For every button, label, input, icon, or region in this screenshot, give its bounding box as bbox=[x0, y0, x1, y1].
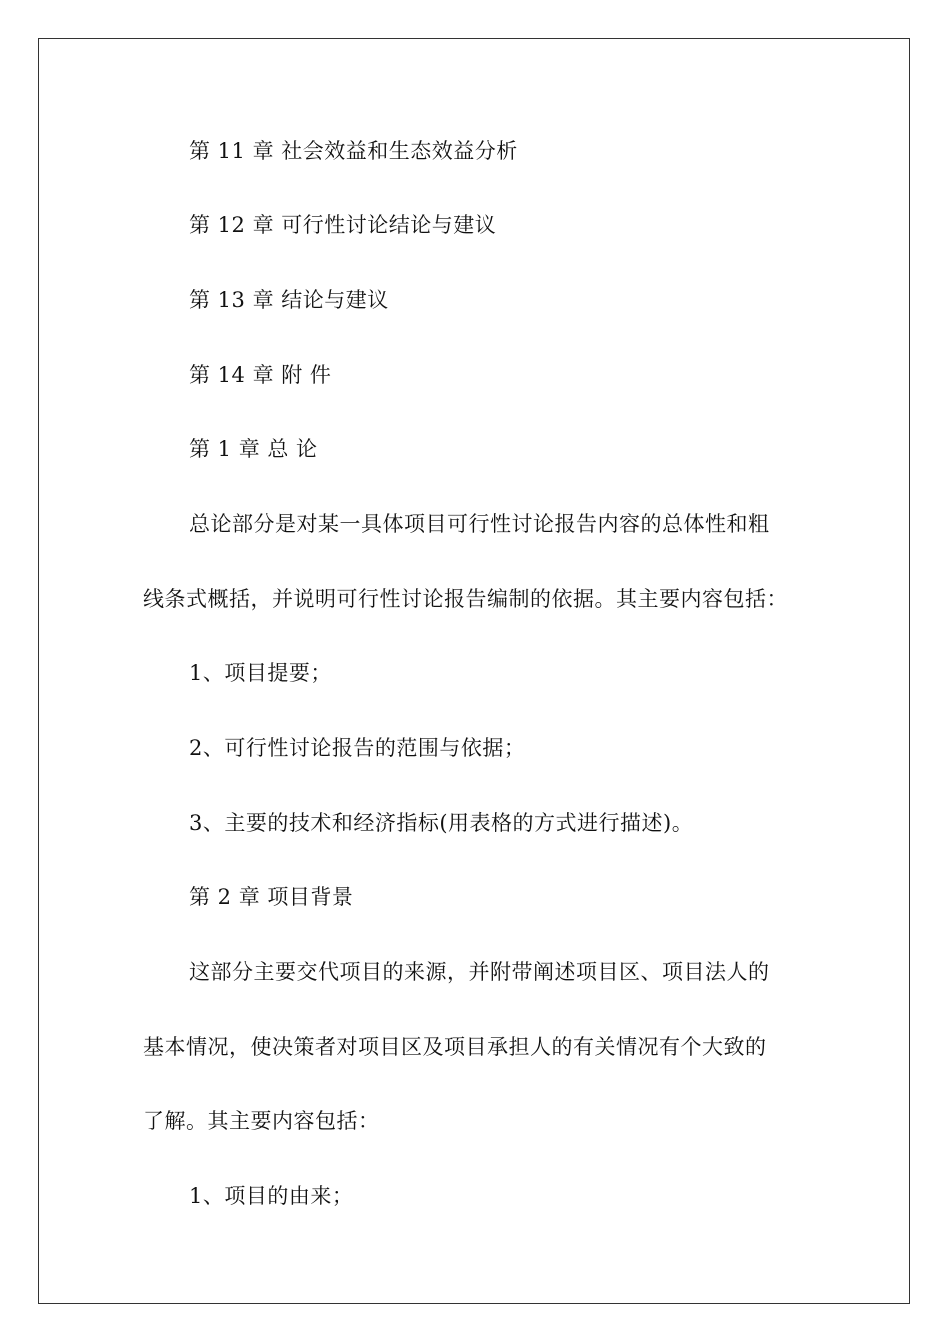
list-item: 3、主要的技术和经济指标(用表格的方式进行描述)。 bbox=[189, 811, 694, 835]
list-item: 1、项目的由来； bbox=[189, 1184, 354, 1208]
chapter-12-heading: 第 12 章 可行性讨论结论与建议 bbox=[189, 213, 497, 237]
paragraph-line: 总论部分是对某一具体项目可行性讨论报告内容的总体性和粗 bbox=[189, 512, 770, 536]
paragraph-line: 这部分主要交代项目的来源，并附带阐述项目区、项目法人的 bbox=[189, 960, 770, 984]
chapter-11-heading: 第 11 章 社会效益和生态效益分析 bbox=[189, 139, 518, 163]
chapter-13-heading: 第 13 章 结论与建议 bbox=[189, 288, 389, 312]
paragraph-line: 了解。其主要内容包括： bbox=[143, 1109, 380, 1133]
list-item: 1、项目提要； bbox=[189, 661, 332, 685]
chapter-1-heading: 第 1 章 总 论 bbox=[189, 437, 318, 461]
paragraph-line: 基本情况，使决策者对项目区及项目承担人的有关情况有个大致的 bbox=[143, 1035, 767, 1059]
paragraph-line: 线条式概括，并说明可行性讨论报告编制的依据。其主要内容包括： bbox=[143, 587, 788, 611]
chapter-14-heading: 第 14 章 附 件 bbox=[189, 363, 332, 387]
list-item: 2、可行性讨论报告的范围与依据； bbox=[189, 736, 526, 760]
chapter-2-heading: 第 2 章 项目背景 bbox=[189, 885, 354, 909]
